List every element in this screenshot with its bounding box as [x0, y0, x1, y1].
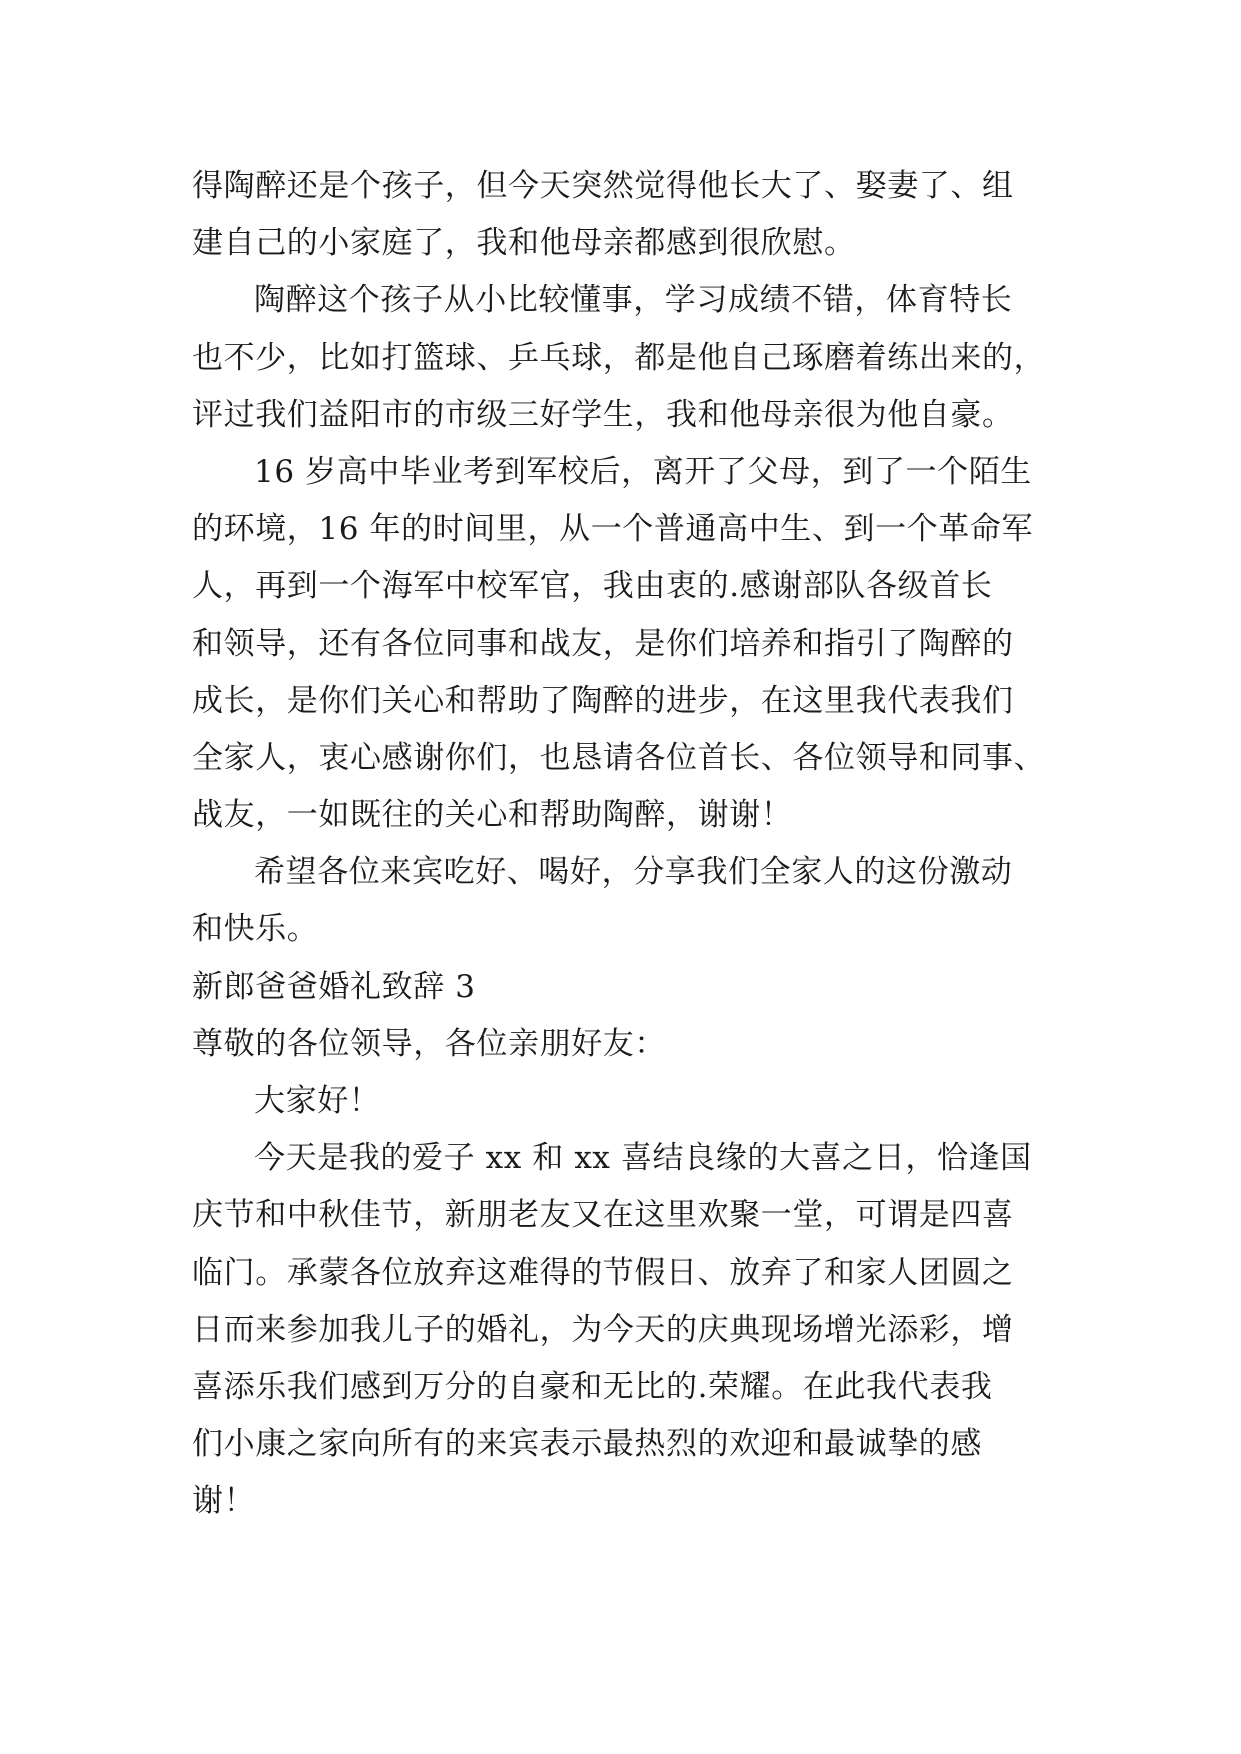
section-heading: 新郎爸爸婚礼致辞 3	[192, 968, 476, 1005]
greeting-line: 大家好！	[254, 1083, 381, 1119]
paragraph-start-line: 陶醉这个孩子从小比较懂事，学习成绩不错，体育特长	[254, 282, 1013, 319]
text-line: 的环境，16 年的时间里，从一个普通高中生、到一个革命军	[192, 511, 1034, 548]
paragraph-start-line: 希望各位来宾吃好、喝好，分享我们全家人的这份激动	[254, 854, 1013, 891]
text-line: 们小康之家向所有的来宾表示最热烈的欢迎和最诚挚的感	[192, 1426, 982, 1463]
salutation-line: 尊敬的各位领导，各位亲朋好友：	[192, 1025, 666, 1062]
text-line: 喜添乐我们感到万分的自豪和无比的.荣耀。在此我代表我	[192, 1368, 993, 1405]
paragraph-start-line: 今天是我的爱子 xx 和 xx 喜结良缘的大喜之日，恰逢国	[254, 1140, 1032, 1177]
text-line: 得陶醉还是个孩子，但今天突然觉得他长大了、娶妻了、组	[192, 168, 1014, 204]
text-line: 也不少，比如打篮球、乒乓球，都是他自己琢磨着练出来的，	[192, 339, 1046, 376]
text-line: 评过我们益阳市的市级三好学生，我和他母亲很为他自豪。	[192, 396, 1014, 433]
text-line: 全家人，衷心感谢你们，也恳请各位首长、各位领导和同事、	[192, 739, 1046, 776]
text-line: 战友，一如既往的关心和帮助陶醉，谢谢！	[192, 797, 793, 834]
document-body	[192, 158, 1052, 1531]
text-line: 人，再到一个海军中校军官，我由衷的.感谢部队各级首长	[192, 568, 993, 605]
text-line: 日而来参加我儿子的婚礼，为今天的庆典现场增光添彩，增	[192, 1311, 1014, 1348]
text-line: 和领导，还有各位同事和战友，是你们培养和指引了陶醉的	[192, 625, 1014, 662]
text-line: 成长，是你们关心和帮助了陶醉的进步，在这里我代表我们	[192, 682, 1014, 719]
paragraph-start-line: 16 岁高中毕业考到军校后，离开了父母，到了一个陌生	[254, 453, 1032, 490]
text-line: 庆节和中秋佳节，新朋老友又在这里欢聚一堂，可谓是四喜	[192, 1197, 1014, 1234]
text-line: 临门。承蒙各位放弃这难得的节假日、放弃了和家人团圆之	[192, 1254, 1014, 1291]
text-line: 谢！	[192, 1483, 256, 1520]
text-line: 建自己的小家庭了，我和他母亲都感到很欣慰。	[192, 225, 856, 262]
text-line: 和快乐。	[192, 911, 319, 948]
